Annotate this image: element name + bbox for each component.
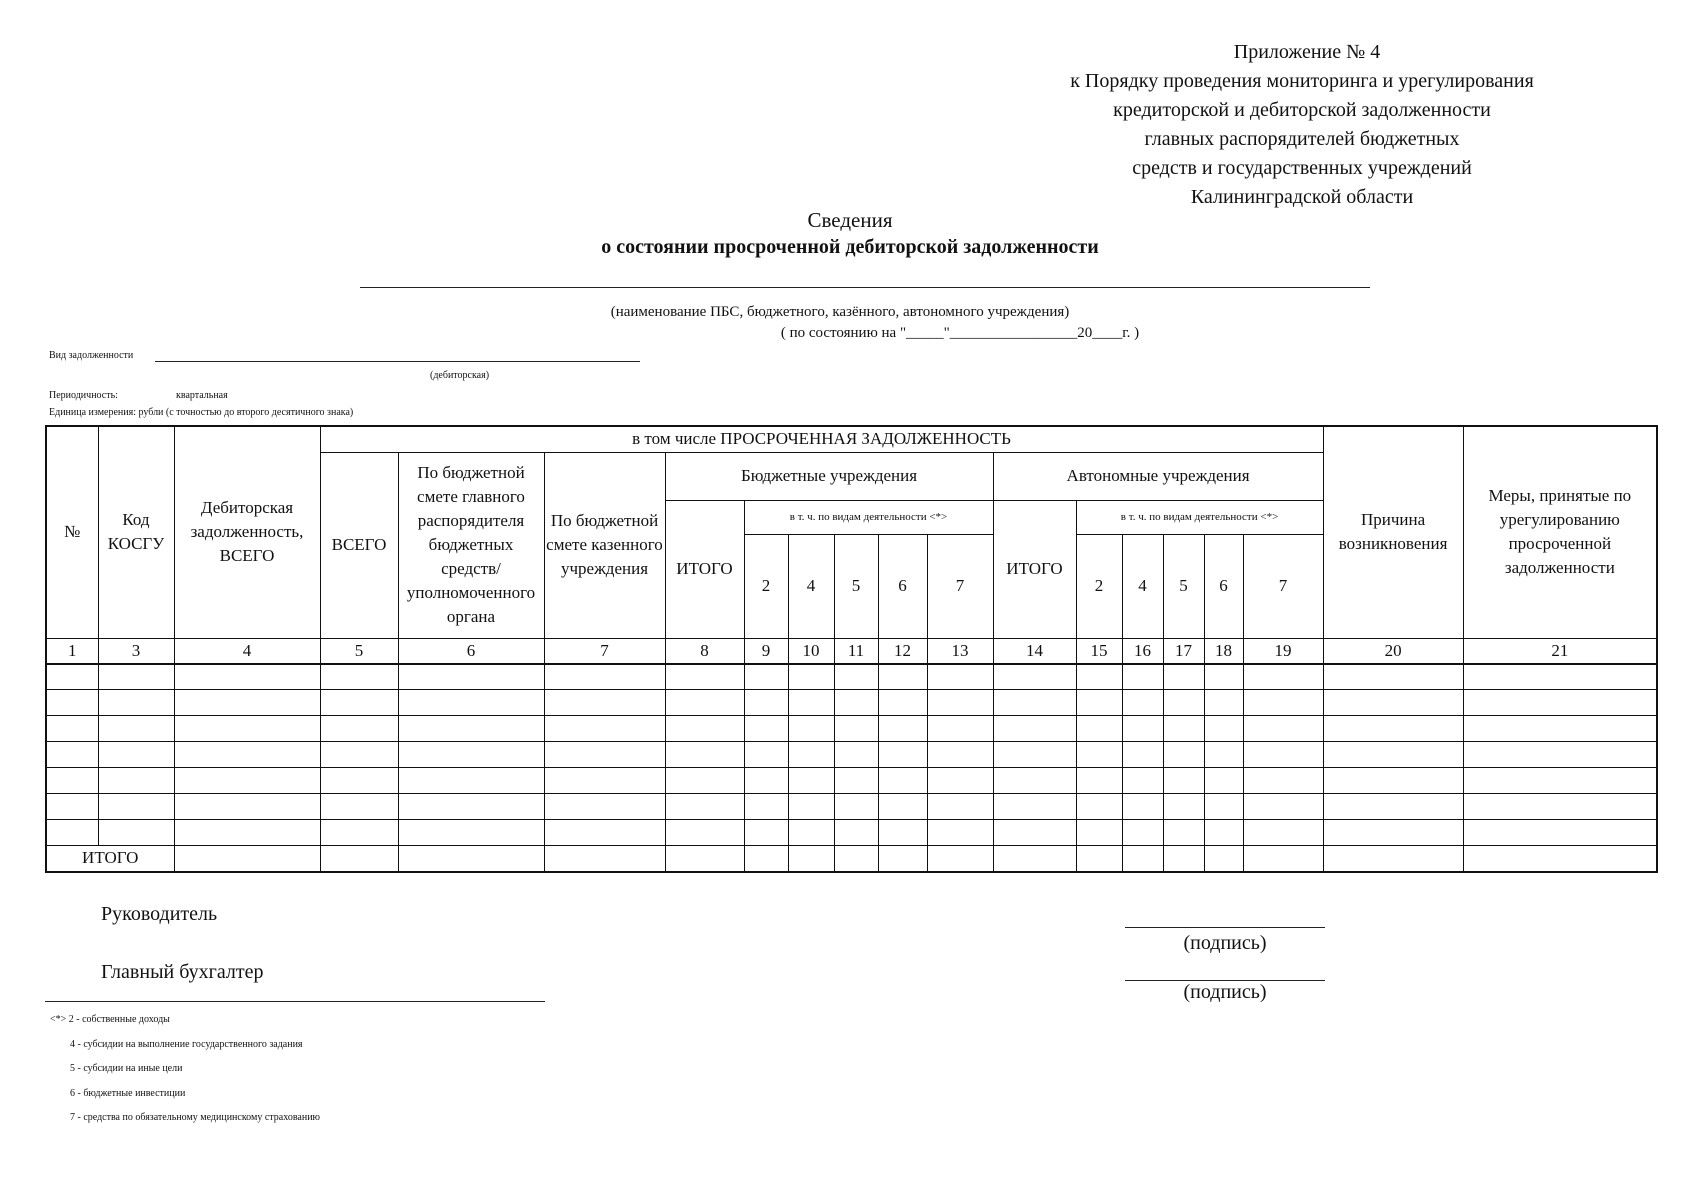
activity-code: 4 <box>1122 534 1163 638</box>
table-row <box>46 794 1657 820</box>
table-cell[interactable] <box>744 820 788 846</box>
table-cell[interactable] <box>993 768 1076 794</box>
table-cell[interactable] <box>1163 768 1204 794</box>
accountant-signature-caption: (подпись) <box>1183 981 1267 1003</box>
column-number: 14 <box>993 638 1076 664</box>
table-cell[interactable] <box>174 820 320 846</box>
header-main-budget: По бюджетной смете главного распорядителя бюджетных средств/уполномоченного органа <box>398 452 544 638</box>
table-cell[interactable] <box>788 820 834 846</box>
appendix-header <box>1022 38 1582 212</box>
total-cell[interactable] <box>174 846 320 872</box>
column-number: 5 <box>320 638 398 664</box>
column-number: 16 <box>1122 638 1163 664</box>
debt-type-line <box>155 361 640 362</box>
table-cell[interactable] <box>878 664 927 690</box>
column-number: 6 <box>398 638 544 664</box>
table-cell[interactable] <box>927 820 993 846</box>
document-subtitle: о состоянии просроченной дебиторской задолженности <box>601 236 1099 258</box>
table-cell[interactable] <box>788 742 834 768</box>
total-row <box>46 846 1657 872</box>
header-kosgu: Код КОСГУ <box>98 426 174 638</box>
table-cell[interactable] <box>320 794 398 820</box>
table-cell[interactable] <box>544 794 665 820</box>
header-autonomous-institutions: Автономные учреждения <box>993 452 1323 500</box>
column-number: 12 <box>878 638 927 664</box>
accountant-label: Главный бухгалтер <box>101 961 264 983</box>
table-cell[interactable] <box>1463 716 1657 742</box>
table-row <box>46 820 1657 846</box>
column-number: 11 <box>834 638 878 664</box>
table-cell[interactable] <box>744 742 788 768</box>
table-cell[interactable] <box>1323 716 1463 742</box>
table-cell[interactable] <box>744 716 788 742</box>
appendix-line: кредиторской и дебиторской задолженности <box>1113 99 1491 121</box>
table-cell[interactable] <box>665 664 744 690</box>
activity-code: 2 <box>1076 534 1122 638</box>
table-cell[interactable] <box>398 768 544 794</box>
table-cell[interactable] <box>320 690 398 716</box>
table-cell[interactable] <box>398 716 544 742</box>
total-cell[interactable] <box>1163 846 1204 872</box>
header-budget-itogo: ИТОГО <box>665 500 744 638</box>
table-cell[interactable] <box>788 794 834 820</box>
table-cell[interactable] <box>788 768 834 794</box>
table-cell[interactable] <box>320 768 398 794</box>
table-cell[interactable] <box>878 716 927 742</box>
table-row <box>46 690 1657 716</box>
table-cell[interactable] <box>927 664 993 690</box>
table-cell[interactable] <box>1463 690 1657 716</box>
table-cell[interactable] <box>834 820 878 846</box>
table-cell[interactable] <box>665 820 744 846</box>
table-cell[interactable] <box>665 716 744 742</box>
table-cell[interactable] <box>744 690 788 716</box>
header-auto-by-activity: в т. ч. по видам деятельности <*> <box>1076 500 1323 534</box>
head-label: Руководитель <box>101 903 218 925</box>
table-cell[interactable] <box>1076 794 1122 820</box>
activity-code: 5 <box>1163 534 1204 638</box>
total-cell[interactable] <box>744 846 788 872</box>
column-number: 15 <box>1076 638 1122 664</box>
table-cell[interactable] <box>1243 820 1323 846</box>
table-cell[interactable] <box>398 742 544 768</box>
table-cell[interactable] <box>174 716 320 742</box>
table-cell[interactable] <box>878 794 927 820</box>
column-number: 3 <box>98 638 174 664</box>
total-cell[interactable] <box>665 846 744 872</box>
total-cell[interactable] <box>927 846 993 872</box>
appendix-line: средств и государственных учреждений <box>1132 157 1472 179</box>
table-cell[interactable] <box>993 716 1076 742</box>
activity-code: 5 <box>834 534 878 638</box>
column-number: 7 <box>544 638 665 664</box>
table-cell[interactable] <box>46 664 98 690</box>
footnote: 4 - субсидии на выполнение государственного задания <box>70 1039 303 1050</box>
table-cell[interactable] <box>1163 794 1204 820</box>
table-cell[interactable] <box>1463 742 1657 768</box>
table-cell[interactable] <box>320 716 398 742</box>
table-cell[interactable] <box>1122 664 1163 690</box>
table-cell[interactable] <box>544 768 665 794</box>
table-cell[interactable] <box>544 690 665 716</box>
table-cell[interactable] <box>927 690 993 716</box>
table-row <box>46 742 1657 768</box>
total-cell[interactable] <box>788 846 834 872</box>
table-cell[interactable] <box>320 742 398 768</box>
table-cell[interactable] <box>98 820 174 846</box>
table-cell[interactable] <box>544 742 665 768</box>
table-cell[interactable] <box>1122 820 1163 846</box>
periodicity-value: квартальная <box>176 390 228 401</box>
footnote: 5 - субсидии на иные цели <box>70 1063 183 1074</box>
table-cell[interactable] <box>1463 820 1657 846</box>
column-number: 4 <box>174 638 320 664</box>
activity-code: 2 <box>744 534 788 638</box>
total-cell[interactable] <box>1076 846 1122 872</box>
footnote-separator <box>45 1001 545 1002</box>
debt-type-caption: (дебиторская) <box>430 370 490 381</box>
table-cell[interactable] <box>1323 768 1463 794</box>
table-cell[interactable] <box>1122 768 1163 794</box>
appendix-line: главных распорядителей бюджетных <box>1144 128 1460 150</box>
table-cell[interactable] <box>46 742 98 768</box>
table-cell[interactable] <box>544 820 665 846</box>
table-cell[interactable] <box>1122 794 1163 820</box>
activity-code: 4 <box>788 534 834 638</box>
table-cell[interactable] <box>98 768 174 794</box>
debt-type-label: Вид задолженности <box>49 350 134 361</box>
header-budget-institutions: Бюджетные учреждения <box>665 452 993 500</box>
table-cell[interactable] <box>98 716 174 742</box>
org-name-caption: (наименование ПБС, бюджетного, казённого, автономного учреждения) <box>610 304 1070 320</box>
table-cell[interactable] <box>993 664 1076 690</box>
table-cell[interactable] <box>174 794 320 820</box>
total-cell[interactable] <box>1204 846 1243 872</box>
table-cell[interactable] <box>398 664 544 690</box>
table-cell[interactable] <box>665 794 744 820</box>
total-cell[interactable] <box>993 846 1076 872</box>
table-cell[interactable] <box>927 716 993 742</box>
table-cell[interactable] <box>1204 742 1243 768</box>
table-cell[interactable] <box>1323 794 1463 820</box>
table-cell[interactable] <box>878 820 927 846</box>
table-cell[interactable] <box>1243 690 1323 716</box>
table-cell[interactable] <box>1243 716 1323 742</box>
footnote: 6 - бюджетные инвестиции <box>70 1088 186 1099</box>
table-cell[interactable] <box>744 794 788 820</box>
appendix-line: Калининградской области <box>1190 186 1414 208</box>
table-cell[interactable] <box>1122 742 1163 768</box>
table-cell[interactable] <box>1243 794 1323 820</box>
column-number: 13 <box>927 638 993 664</box>
table-cell[interactable] <box>174 664 320 690</box>
table-cell[interactable] <box>834 716 878 742</box>
table-cell[interactable] <box>98 690 174 716</box>
total-cell[interactable] <box>544 846 665 872</box>
footnote: <*> 2 - собственные доходы <box>50 1014 170 1025</box>
table-cell[interactable] <box>174 690 320 716</box>
table-cell[interactable] <box>1463 794 1657 820</box>
head-signature-line <box>1125 927 1325 928</box>
table-cell[interactable] <box>1204 794 1243 820</box>
column-number: 18 <box>1204 638 1243 664</box>
column-number: 10 <box>788 638 834 664</box>
periodicity-label: Периодичность: <box>49 390 118 401</box>
column-number: 8 <box>665 638 744 664</box>
table-cell[interactable] <box>993 690 1076 716</box>
table-row <box>46 664 1657 690</box>
table-cell[interactable] <box>1163 664 1204 690</box>
table-cell[interactable] <box>1243 768 1323 794</box>
total-cell[interactable] <box>1243 846 1323 872</box>
table-cell[interactable] <box>1163 742 1204 768</box>
table-cell[interactable] <box>1076 716 1122 742</box>
table-cell[interactable] <box>878 690 927 716</box>
table-cell[interactable] <box>1122 716 1163 742</box>
table-cell[interactable] <box>98 742 174 768</box>
table-cell[interactable] <box>927 742 993 768</box>
table-cell[interactable] <box>398 690 544 716</box>
header-overdue: в том числе ПРОСРОЧЕННАЯ ЗАДОЛЖЕННОСТЬ <box>320 426 1323 452</box>
table-cell[interactable] <box>834 690 878 716</box>
table-cell[interactable] <box>46 820 98 846</box>
table-cell[interactable] <box>1076 820 1122 846</box>
table-cell[interactable] <box>878 742 927 768</box>
total-cell[interactable] <box>1323 846 1463 872</box>
table-cell[interactable] <box>1204 820 1243 846</box>
table-cell[interactable] <box>1163 690 1204 716</box>
table-cell[interactable] <box>744 664 788 690</box>
table-cell[interactable] <box>1204 768 1243 794</box>
table-cell[interactable] <box>1243 664 1323 690</box>
table-cell[interactable] <box>320 664 398 690</box>
header-total-debt: Дебиторская задолженность, ВСЕГО <box>174 426 320 638</box>
column-number: 1 <box>46 638 98 664</box>
column-number: 9 <box>744 638 788 664</box>
total-label: ИТОГО <box>46 846 174 872</box>
column-number: 20 <box>1323 638 1463 664</box>
footnote: 7 - средства по обязательному медицинскому страхованию <box>70 1112 321 1123</box>
table-cell[interactable] <box>1122 690 1163 716</box>
header-reason: Причина возникновения <box>1323 426 1463 638</box>
head-signature-caption: (подпись) <box>1183 932 1267 954</box>
table-cell[interactable] <box>1076 664 1122 690</box>
table-cell[interactable] <box>1463 768 1657 794</box>
table-row <box>46 716 1657 742</box>
overdue-debt-table <box>45 425 1658 873</box>
table-cell[interactable] <box>98 794 174 820</box>
total-cell[interactable] <box>1122 846 1163 872</box>
table-cell[interactable] <box>1204 716 1243 742</box>
header-auto-itogo: ИТОГО <box>993 500 1076 638</box>
table-cell[interactable] <box>834 794 878 820</box>
table-cell[interactable] <box>98 664 174 690</box>
table-cell[interactable] <box>993 794 1076 820</box>
header-overdue-all: ВСЕГО <box>320 452 398 638</box>
table-cell[interactable] <box>993 820 1076 846</box>
header-measures: Меры, принятые по урегулированию просроченной задолженности <box>1463 426 1657 638</box>
total-cell[interactable] <box>398 846 544 872</box>
table-cell[interactable] <box>1204 690 1243 716</box>
table-cell[interactable] <box>788 664 834 690</box>
column-number: 19 <box>1243 638 1323 664</box>
appendix-line: к Порядку проведения мониторинга и урегулирования <box>1070 70 1534 92</box>
table-cell[interactable] <box>46 690 98 716</box>
total-cell[interactable] <box>834 846 878 872</box>
table-cell[interactable] <box>665 690 744 716</box>
header-budget-by-activity: в т. ч. по видам деятельности <*> <box>744 500 993 534</box>
unit-of-measure: Единица измерения: рубли (с точностью до второго десятичного знака) <box>49 407 354 418</box>
table-cell[interactable] <box>927 768 993 794</box>
document-title: Сведения <box>807 208 893 232</box>
table-cell[interactable] <box>1076 690 1122 716</box>
table-row <box>46 768 1657 794</box>
total-cell[interactable] <box>1463 846 1657 872</box>
table-cell[interactable] <box>1323 664 1463 690</box>
table-cell[interactable] <box>744 768 788 794</box>
activity-code: 7 <box>1243 534 1323 638</box>
table-cell[interactable] <box>1204 664 1243 690</box>
table-cell[interactable] <box>320 820 398 846</box>
table-cell[interactable] <box>544 664 665 690</box>
table-cell[interactable] <box>1463 664 1657 690</box>
table-cell[interactable] <box>174 742 320 768</box>
column-number-row <box>46 638 1657 664</box>
table-cell[interactable] <box>398 820 544 846</box>
table-cell[interactable] <box>1323 820 1463 846</box>
column-number: 17 <box>1163 638 1204 664</box>
total-cell[interactable] <box>878 846 927 872</box>
table-cell[interactable] <box>834 664 878 690</box>
activity-code: 7 <box>927 534 993 638</box>
table-cell[interactable] <box>993 742 1076 768</box>
table-cell[interactable] <box>665 742 744 768</box>
table-cell[interactable] <box>1076 742 1122 768</box>
table-cell[interactable] <box>834 768 878 794</box>
table-cell[interactable] <box>398 794 544 820</box>
table-cell[interactable] <box>46 794 98 820</box>
appendix-line: Приложение № 4 <box>1233 41 1381 63</box>
table-cell[interactable] <box>544 716 665 742</box>
org-name-line <box>360 287 1370 288</box>
table-cell[interactable] <box>1243 742 1323 768</box>
table-cell[interactable] <box>665 768 744 794</box>
table-cell[interactable] <box>46 716 98 742</box>
table-cell[interactable] <box>174 768 320 794</box>
activity-code: 6 <box>878 534 927 638</box>
table-cell[interactable] <box>1323 690 1463 716</box>
table-cell[interactable] <box>834 742 878 768</box>
activity-code: 6 <box>1204 534 1243 638</box>
total-cell[interactable] <box>320 846 398 872</box>
table-cell[interactable] <box>878 768 927 794</box>
table-cell[interactable] <box>1323 742 1463 768</box>
table-cell[interactable] <box>46 768 98 794</box>
header-kazen: По бюджетной смете казенного учреждения <box>544 452 665 638</box>
table-cell[interactable] <box>1163 716 1204 742</box>
report-date-caption: ( по состоянию на "_____"_________________20____г. ) <box>780 325 1140 341</box>
table-cell[interactable] <box>1163 820 1204 846</box>
table-cell[interactable] <box>788 716 834 742</box>
header-no: № <box>46 426 98 638</box>
table-cell[interactable] <box>927 794 993 820</box>
column-number: 21 <box>1463 638 1657 664</box>
table-cell[interactable] <box>788 690 834 716</box>
table-cell[interactable] <box>1076 768 1122 794</box>
